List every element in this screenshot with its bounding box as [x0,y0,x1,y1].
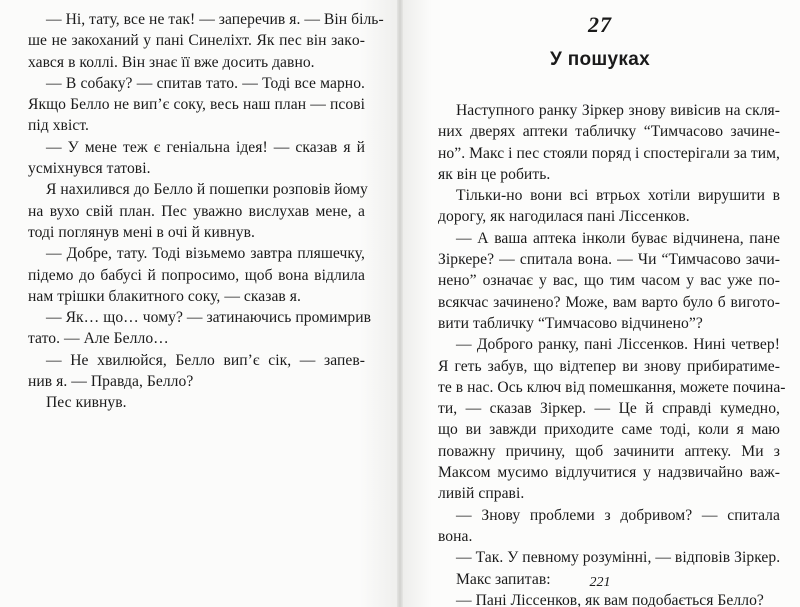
text-line: — Знову проблеми з добривом? — спитала [456,506,780,524]
text-line: — А ваша аптека інколи буває відчинена, пане [456,229,780,247]
text-line: тато. — Але Белло… [28,330,169,348]
text-line: — Добре, тату. Тоді візьмемо завтра пляшечку, [46,245,365,263]
text-line: всякчас зачинено? Може, вам варто було б виготo- [438,293,780,311]
text-line: — Не хвилюйся, Белло вип’є сік, — запев- [46,351,365,369]
chapter-title: У пошуках [550,49,650,70]
text-line: — Ні, тату, все не так! — заперечив я. — Він біль- [46,11,384,28]
text-line: Пес кивнув. [46,394,127,412]
page-number: 221 [589,575,611,590]
text-line: на вухо свій план. Пес уважно вислухав мене, а [28,202,365,220]
text-line: них дверях аптеки табличку “Тимчасово зачине- [438,123,780,141]
text-line: під хвіст. [28,117,89,135]
text-line: підемо до бабусі й попросимо, щоб вона відлила [28,266,365,284]
text-line: вити табличку “Тимчасово відчинено”? [438,314,703,332]
text-line: ти, — сказав Зіркер. — Це й справді кумедно, [438,400,780,418]
text-line: — Як… що… чому? — затинаючись промимрив [46,309,372,327]
text-line: хався в коллі. Він знає її вже досить давно. [28,53,315,71]
text-line: Я геть забув, що відтепер ви знову прибиратиме- [438,357,780,375]
text-line: но”. Макс і пес стояли поряд і спостерігали за тим, [438,144,780,162]
book-gutter [397,0,403,607]
text-line: як він це робить. [438,165,551,183]
right-page [400,0,800,607]
text-line: — В собаку? — спитав тато. — Тоді все марно. [46,74,365,92]
text-line: Макс запитав: [456,570,551,588]
chapter-number: 27 [588,12,612,37]
text-line: нив я. — Правда, Белло? [28,373,194,391]
text-line: ливій справі. [438,485,525,503]
text-line: те в нас. Ось ключ від помешкання, можете почина- [438,378,786,396]
text-line: дорогу, як нагодилася пані Ліссенков. [438,208,690,226]
text-line: тоді поглянув мені в очі й кивнув. [28,223,255,241]
text-line: що ви завжди приходите саме тоді, коли я маю [438,421,780,439]
text-line: Максом мусимо відлучитися у надзвичайно важ- [438,464,780,482]
text-line: нам трішки блакитного соку, — сказав я. [28,287,301,305]
text-line: — У мене теж є геніальна ідея! — сказав я й [46,138,365,156]
text-line: — Пані Ліссенков, як вам подобається Белло? [456,591,764,607]
text-line: — Так. У певному розумінні, — відповів Зіркер. [456,549,781,567]
text-line: Я нахилився до Белло й пошепки розповів йому [46,181,368,199]
text-line: усміхнувся татові. [28,160,151,178]
text-line: Наступного ранку Зіркер знову вивісив на скля- [456,102,780,119]
text-line: Якщо Белло не вип’є соку, весь наш план — псові [28,96,365,114]
text-line: вона. [438,527,473,545]
text-line: поважну причину, щоб зачинити аптеку. Ми з [438,442,780,460]
text-line: Зіркере? — спитала вона. — Чи “Тимчасово зачи- [438,251,780,269]
right-page-text [438,100,786,607]
text-line: Тільки-но вони всі втрьох хотіли вирушити в [456,187,780,205]
text-line: ше не закоханий у пані Синеліхт. Як пес він закo- [28,32,365,50]
left-page-text [28,9,384,414]
text-line: — Доброго ранку, пані Ліссенков. Нині четвер! [456,336,780,354]
text-line: нено” означає у вас, що тим часом у вас уже по- [438,272,780,290]
